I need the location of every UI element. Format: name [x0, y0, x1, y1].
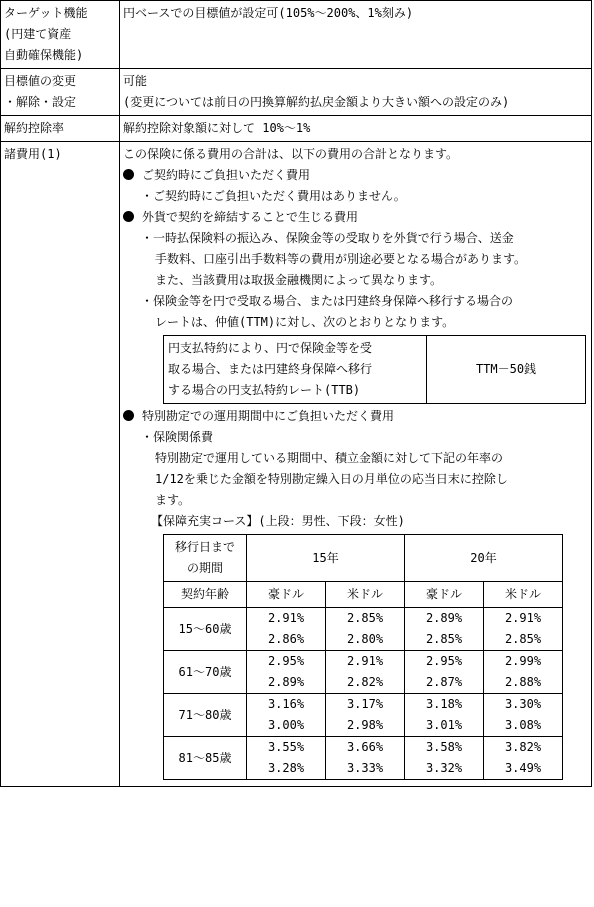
fx-item-line: 手数料、口座引出手数料等の費用が別途必要となる場合があります。: [155, 252, 527, 266]
female-rate: 2.80%: [346, 632, 384, 646]
age-band: 61～70歳: [164, 651, 247, 694]
value-line: (変更については前日の円換算解約払戻金額より大きい額への設定のみ): [123, 95, 510, 109]
rates-row: [164, 608, 563, 651]
target-function-value: 円ベースでの目標値が設定可(105%～200%、1%刻み): [120, 1, 592, 69]
label-line: 自動確保機能): [4, 48, 84, 62]
female-rate: 3.32%: [425, 761, 463, 775]
rate-cell: [484, 608, 563, 651]
target-change-label: [1, 69, 120, 116]
surrender-charge-label: 解約控除率: [1, 116, 120, 142]
fx-item-line: ・保険金等を円で受取る場合、または円建終身保障へ移行する場合の: [141, 294, 514, 308]
rate-cell: [484, 737, 563, 780]
bullet-icon: [123, 169, 134, 180]
rate-cell: [405, 694, 484, 737]
period-header-line: の期間: [186, 561, 223, 575]
ttb-rate-table: [163, 335, 586, 404]
insurance-fee-desc: 1/12を乗じた金額を特別勘定繰入日の月単位の応当日末に控除し: [155, 472, 508, 486]
insurance-fee-desc: 特別勘定で運用している期間中、積立金額に対して下記の年率の: [155, 451, 504, 465]
male-rate: 3.17%: [346, 697, 384, 711]
age-band: 15～60歳: [164, 608, 247, 651]
period-header-line: 移行日まで: [174, 540, 235, 554]
insurance-fee-item: ・保険関係費: [141, 430, 214, 444]
fees-row: [1, 142, 592, 787]
rate-cell: [247, 651, 326, 694]
rate-cell: [326, 737, 405, 780]
male-rate: 3.55%: [267, 740, 305, 754]
fees-content: [120, 142, 592, 787]
target-function-label: [1, 1, 120, 69]
female-rate: 2.85%: [425, 632, 463, 646]
female-rate: 2.86%: [267, 632, 305, 646]
currency-header: 米ドル: [326, 582, 405, 608]
label-line: ターゲット機能: [4, 6, 88, 20]
female-rate: 2.85%: [504, 632, 542, 646]
male-rate: 2.91%: [346, 654, 384, 668]
male-rate: 3.18%: [425, 697, 463, 711]
rate-cell: [247, 737, 326, 780]
target-change-row: [1, 69, 592, 116]
contract-fee-item: ・ご契約時にご負担いただく費用はありません。: [141, 189, 406, 203]
fees-intro: この保険に係る費用の合計は、以下の費用の合計となります。: [123, 147, 459, 161]
surrender-charge-value: 解約控除対象額に対して 10%～1%: [120, 116, 592, 142]
female-rate: 3.08%: [504, 718, 542, 732]
rate-cell: [405, 737, 484, 780]
rate-cell: [247, 694, 326, 737]
male-rate: 2.99%: [504, 654, 542, 668]
insurance-fee-rate-table: [163, 534, 563, 780]
female-rate: 2.88%: [504, 675, 542, 689]
age-header: 契約年齢: [164, 582, 247, 608]
male-rate: 2.95%: [267, 654, 305, 668]
bullet-contract-fee: [123, 165, 588, 186]
label-line: 目標値の変更: [4, 74, 77, 88]
ttb-line: する場合の円支払特約レート(TTB): [168, 383, 361, 397]
period-15-header: 15年: [247, 535, 405, 582]
male-rate: 3.16%: [267, 697, 305, 711]
male-rate: 3.58%: [425, 740, 463, 754]
rates-currency-row: [164, 582, 563, 608]
male-rate: 3.82%: [504, 740, 542, 754]
female-rate: 2.87%: [425, 675, 463, 689]
male-rate: 3.66%: [346, 740, 384, 754]
currency-header: 米ドル: [484, 582, 563, 608]
rate-cell: [326, 694, 405, 737]
rates-header-row: [164, 535, 563, 582]
age-band: 81～85歳: [164, 737, 247, 780]
rate-cell: [405, 651, 484, 694]
fees-label: 諸費用(1): [1, 142, 120, 787]
female-rate: 2.82%: [346, 675, 384, 689]
ttb-line: 円支払特約により、円で保険金等を受: [168, 341, 373, 355]
rates-row: [164, 737, 563, 780]
female-rate: 2.89%: [267, 675, 305, 689]
female-rate: 2.98%: [346, 718, 384, 732]
ttb-rate: TTM－50銭: [427, 336, 586, 404]
age-band: 71～80歳: [164, 694, 247, 737]
bullet-title: 外貨で契約を締結することで生じる費用: [142, 210, 359, 224]
ttb-description: [164, 336, 427, 404]
rate-cell: [484, 694, 563, 737]
fx-item-line: ・一時払保険料の振込み、保険金等の受取りを外貨で行う場合、送金: [141, 231, 514, 245]
male-rate: 2.85%: [346, 611, 384, 625]
fx-item-line: レートは、仲値(TTM)に対し、次のとおりとなります。: [155, 315, 455, 329]
bullet-foreign-currency-fee: [123, 207, 588, 228]
period-header: [164, 535, 247, 582]
female-rate: 3.00%: [267, 718, 305, 732]
female-rate: 3.01%: [425, 718, 463, 732]
female-rate: 3.33%: [346, 761, 384, 775]
male-rate: 2.95%: [425, 654, 463, 668]
rate-cell: [247, 608, 326, 651]
fx-item-line: また、当該費用は取扱金融機関によって異なります。: [155, 273, 443, 287]
target-change-value: [120, 69, 592, 116]
rate-cell: [326, 651, 405, 694]
bullet-icon: [123, 211, 134, 222]
male-rate: 2.89%: [425, 611, 463, 625]
female-rate: 3.49%: [504, 761, 542, 775]
label-line: ・解除・設定: [4, 95, 77, 109]
bullet-title: 特別勘定での運用期間中にご負担いただく費用: [142, 409, 395, 423]
value-line: 可能: [123, 74, 148, 88]
male-rate: 2.91%: [504, 611, 542, 625]
male-rate: 3.30%: [504, 697, 542, 711]
period-20-header: 20年: [405, 535, 563, 582]
currency-header: 豪ドル: [405, 582, 484, 608]
bullet-title: ご契約時にご負担いただく費用: [142, 168, 311, 182]
currency-header: 豪ドル: [247, 582, 326, 608]
insurance-fee-desc: ます。: [155, 493, 191, 507]
target-function-row: [1, 1, 592, 69]
female-rate: 3.28%: [267, 761, 305, 775]
rates-row: [164, 694, 563, 737]
rates-row: [164, 651, 563, 694]
male-rate: 2.91%: [267, 611, 305, 625]
bullet-special-account-fee: [123, 406, 588, 427]
label-line: (円建て資産: [4, 27, 72, 41]
surrender-charge-row: [1, 116, 592, 142]
rate-cell: [484, 651, 563, 694]
course-title: 【保障充実コース】(上段：男性、下段：女性): [151, 514, 405, 528]
rate-cell: [405, 608, 484, 651]
rate-cell: [326, 608, 405, 651]
ttb-line: 取る場合、または円建終身保障へ移行: [168, 362, 373, 376]
bullet-icon: [123, 410, 134, 421]
ttb-row: [164, 336, 586, 404]
